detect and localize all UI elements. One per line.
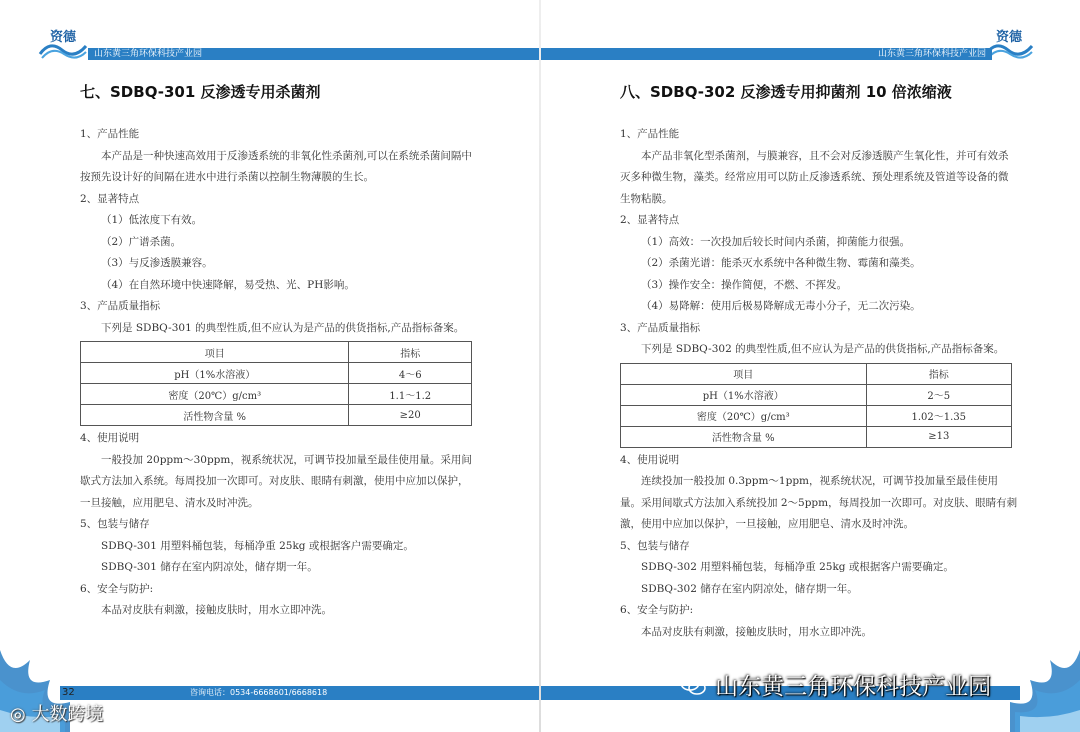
table-cell: ≥20 <box>349 405 472 426</box>
paragraph: 连续投加一般投加 0.3ppm～1ppm，视系统状况，可调节投加量至最佳使用量。采用间歇式方法加入系统投加 2～5ppm，每周投加一次即可。对皮肤、眼睛有刺激，使用中应加以保护，一旦接触，应用肥皂、清水及时冲洗。 <box>620 475 1018 530</box>
subsection-title: 3、产品质量指标 <box>620 321 701 334</box>
list-item: （4）易降解：使用后极易降解成无毒小分子，无二次污染。 <box>641 300 921 312</box>
table-row <box>621 384 1012 405</box>
section-title: 八、SDBQ-302 反渗透专用抑菌剂 10 倍浓缩液 <box>620 83 952 101</box>
table-header: 项目 <box>621 363 867 384</box>
header-bar <box>88 48 540 60</box>
company-logo <box>46 26 94 64</box>
subsection-title: 4、使用说明 <box>80 432 140 444</box>
watermark-icon: ◎ <box>10 704 32 725</box>
table-cell: 活性物含量 % <box>621 426 867 447</box>
table-cell: 1.02～1.35 <box>866 405 1011 426</box>
paragraph: 下列是 SDBQ-302 的典型性质,但不应认为是产品的供货指标,产品指标备案。 <box>641 343 1005 355</box>
subsection-title: 1、产品性能 <box>80 128 140 140</box>
paragraph: SDBQ-301 用塑料桶包装，每桶净重 25kg 或根据客户需要确定。 <box>101 539 414 552</box>
table-row <box>81 384 472 405</box>
wechat-overlay <box>680 668 991 701</box>
table-row <box>621 405 1012 426</box>
list-item: （1）高效：一次投加后较长时间内杀菌，抑菌能力很强。 <box>641 235 911 248</box>
spec-table <box>80 341 472 426</box>
header-bar <box>540 48 992 60</box>
table-cell: 4～6 <box>349 363 472 384</box>
wave-logo-icon <box>38 38 88 60</box>
logo-text: 资德 <box>996 30 1023 45</box>
table-cell: 2～5 <box>866 384 1011 405</box>
section-title: 七、SDBQ-301 反渗透专用杀菌剂 <box>80 83 321 101</box>
watermark-text: 大数跨境 <box>31 704 104 725</box>
list-item: （2）杀菌光谱：能杀灭水系统中各种微生物、霉菌和藻类。 <box>641 257 921 269</box>
table-row <box>81 405 472 426</box>
table-header: 指标 <box>349 342 472 363</box>
subsection-title: 3、产品质量指标 <box>80 300 161 312</box>
page-number: 32 <box>62 687 75 698</box>
table-cell: 活性物含量 % <box>81 405 349 426</box>
wechat-icon <box>680 674 706 696</box>
wechat-account-name: 山东黄三角环保科技产业园 <box>715 674 992 700</box>
table-header-row <box>621 363 1012 384</box>
left-content <box>80 82 480 622</box>
table-cell: pH（1%水溶液） <box>81 363 349 384</box>
header-company: 山东黄三角环保科技产业园 <box>94 49 203 59</box>
logo-text: 资德 <box>50 30 77 45</box>
table-row <box>621 426 1012 447</box>
paragraph: SDBQ-302 用塑料桶包装，每桶净重 25kg 或根据客户需要确定。 <box>641 561 954 573</box>
page-gutter <box>539 0 541 732</box>
right-content <box>620 82 1020 643</box>
subsection-title: 6、安全与防护: <box>620 604 694 616</box>
list-item: （1）低浓度下有效。 <box>101 214 203 226</box>
table-header: 项目 <box>81 342 349 363</box>
table-row <box>81 363 472 384</box>
contact-phone: 咨询电话：0534-6668601/6668618 <box>190 688 328 697</box>
subsection-title: 1、产品性能 <box>620 128 680 140</box>
paragraph: 本产品非氧化型杀菌剂，与膜兼容，且不会对反渗透膜产生氧化性，并可有效杀灭多种微生物，藻类。经常应用可以防止反渗透系统、预处理系统及管道等设备的微生物粘膜。 <box>620 149 1009 205</box>
right-page <box>540 0 1080 732</box>
list-item: （2）广谱杀菌。 <box>101 235 182 248</box>
subsection-title: 4、使用说明 <box>620 453 680 466</box>
paragraph: 本产品是一种快速高效用于反渗透系统的非氧化性杀菌剂,可以在系统杀菌间隔中按预先设计好的间隔在进水中进行杀菌以控制生物薄膜的生长。 <box>80 149 472 183</box>
table-header: 指标 <box>866 363 1011 384</box>
subsection-title: 2、显著特点 <box>620 214 680 226</box>
list-item: （3）与反渗透膜兼容。 <box>101 257 213 269</box>
watermark <box>10 700 103 726</box>
table-cell: 1.1～1.2 <box>349 384 472 405</box>
paragraph: 一般投加 20ppm～30ppm，视系统状况，可调节投加量至最佳使用量。采用间歇式方法加入系统。每周投加一次即可。对皮肤、眼睛有刺激，使用中应加以保护，一旦接触，应用肥皂、清水及时冲洗。 <box>80 453 472 509</box>
table-cell: pH（1%水溶液） <box>621 384 867 405</box>
paragraph: 本品对皮肤有刺激，接触皮肤时，用水立即冲洗。 <box>101 604 332 616</box>
header-company: 山东黄三角环保科技产业园 <box>877 49 986 59</box>
subsection-title: 5、包装与储存 <box>620 539 690 552</box>
company-logo <box>992 26 1040 64</box>
table-cell: ≥13 <box>866 426 1011 447</box>
subsection-title: 2、显著特点 <box>80 192 140 205</box>
subsection-title: 5、包装与储存 <box>80 518 150 530</box>
paragraph: SDBQ-301 储存在室内阴凉处，储存期一年。 <box>101 561 318 573</box>
paragraph: 下列是 SDBQ-301 的典型性质,但不应认为是产品的供货指标,产品指标备案。 <box>101 321 465 334</box>
paragraph: 本品对皮肤有刺激，接触皮肤时，用水立即冲洗。 <box>641 625 872 638</box>
table-header-row <box>81 342 472 363</box>
table-cell: 密度（20℃）g/cm³ <box>81 384 349 405</box>
paragraph: SDBQ-302 储存在室内阴凉处，储存期一年。 <box>641 582 858 595</box>
table-cell: 密度（20℃）g/cm³ <box>621 405 867 426</box>
list-item: （3）操作安全：操作简便，不燃、不挥发。 <box>641 278 848 291</box>
list-item: （4）在自然环境中快速降解，易受热、光、PH影响。 <box>101 278 355 291</box>
spec-table <box>620 363 1012 448</box>
subsection-title: 6、安全与防护: <box>80 582 154 595</box>
